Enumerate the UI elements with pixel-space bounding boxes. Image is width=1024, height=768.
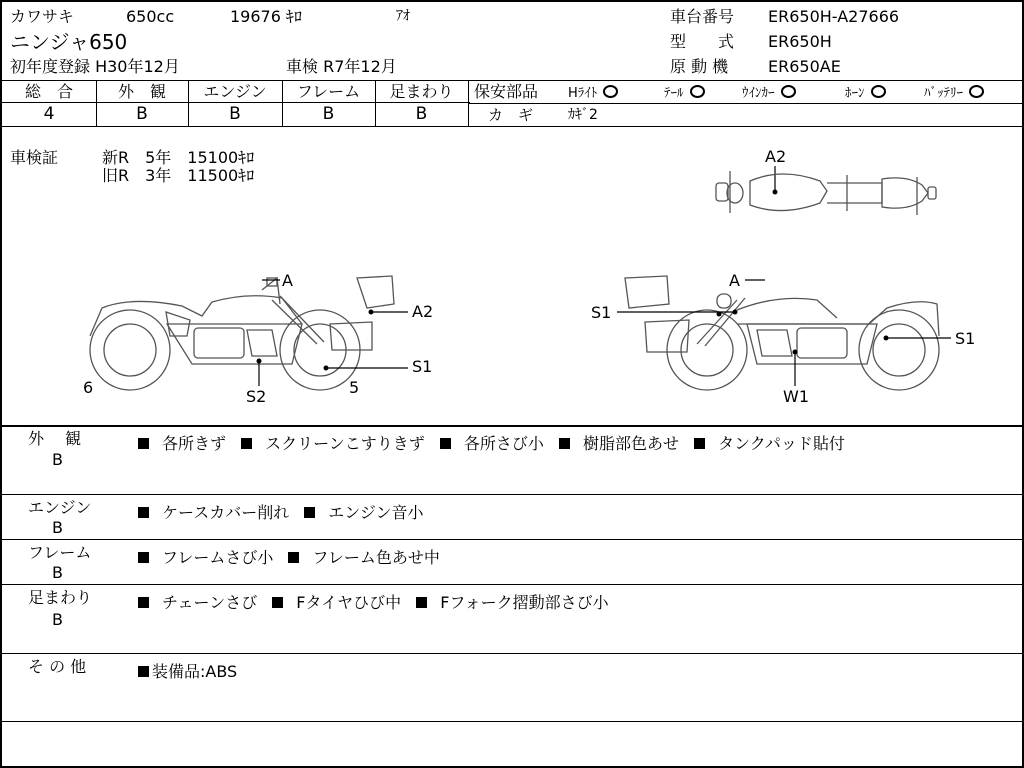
model-code-value: ER650H bbox=[768, 32, 832, 51]
remark-items-suspension: チェーンさび Fタイヤひび中 Fフォーク摺動部さび小 bbox=[138, 590, 619, 613]
remark-label-other: そ の 他 bbox=[28, 657, 87, 676]
remarks-divider-2 bbox=[2, 539, 1024, 540]
first-registration-text: 初年度登録 H30年12月 bbox=[10, 57, 180, 76]
motorcycle-right-view bbox=[587, 264, 987, 409]
shaken-label: 車検証 bbox=[10, 148, 59, 167]
remark-label-frame: フレーム bbox=[28, 543, 92, 562]
bullet-square-icon bbox=[288, 552, 299, 563]
bullet-square-icon bbox=[138, 597, 149, 608]
remark-items-engine: ケースカバー削れ エンジン音小 bbox=[138, 500, 434, 523]
frame-no-value: ER650H-A27666 bbox=[768, 7, 900, 26]
remark-grade-engine: B bbox=[52, 518, 63, 537]
mark-right-w1: W1 bbox=[783, 387, 809, 406]
shaken-new: 新R 5年 15100ｷﾛ bbox=[102, 148, 255, 167]
remark-items-other: 装備品:ABS bbox=[138, 659, 247, 682]
engine-code-value: ER650AE bbox=[768, 57, 841, 76]
motorcycle-top-view bbox=[702, 147, 947, 222]
inspection-expiry-text: 車検 R7年12月 bbox=[286, 57, 397, 76]
remark-items-exterior: 各所きず スクリーンこすりきず 各所さび小 樹脂部色あせ タンクパッド貼付 bbox=[138, 431, 855, 454]
mark-right-s1-rear: S1 bbox=[955, 329, 976, 348]
bullet-square-icon bbox=[272, 597, 283, 608]
model-name: ニンジャ650 bbox=[10, 30, 128, 54]
grade-value-frame: B bbox=[322, 104, 335, 124]
grade-value-suspension: B bbox=[415, 104, 428, 124]
bullet-square-icon bbox=[138, 666, 149, 677]
grade-value-exterior: B bbox=[136, 104, 148, 124]
mark-right-a: A bbox=[729, 271, 740, 290]
frame-no-label: 車台番号 bbox=[670, 7, 735, 26]
safety-item-headlight: Hﾗｲﾄ bbox=[568, 85, 618, 100]
grade-divider-5 bbox=[468, 80, 469, 126]
color-text: ｱｵ bbox=[396, 8, 410, 24]
mark-left-5: 5 bbox=[349, 378, 360, 397]
safety-item-tail: ﾃｰﾙ bbox=[664, 85, 705, 100]
grade-table-top bbox=[2, 80, 1024, 81]
grade-label-frame: フレーム bbox=[296, 82, 361, 101]
bullet-square-icon bbox=[440, 438, 451, 449]
grade-label-engine: エンジン bbox=[203, 82, 267, 101]
motorcycle-left-view bbox=[72, 264, 452, 409]
key-value: ｶｷﾞ2 bbox=[568, 107, 598, 123]
remarks-divider-3 bbox=[2, 584, 1024, 585]
bullet-square-icon bbox=[416, 597, 427, 608]
remark-label-engine: エンジン bbox=[28, 498, 92, 517]
mileage-text: 19676 ｷﾛ bbox=[230, 7, 302, 26]
safety-item-horn: ﾎｰﾝ bbox=[845, 85, 886, 100]
remark-label-exterior: 外 観 bbox=[28, 429, 82, 448]
displacement-text: 650cc bbox=[126, 7, 175, 26]
grade-table-mid bbox=[2, 102, 470, 103]
ok-circle-icon bbox=[969, 85, 984, 98]
mark-left-a: A bbox=[282, 271, 293, 290]
remark-items-frame: フレームさび小 フレーム色あせ中 bbox=[138, 545, 450, 568]
safety-item-battery: ﾊﾞｯﾃﾘｰ bbox=[924, 85, 984, 100]
safety-table-mid bbox=[468, 103, 1024, 104]
grade-value-engine: B bbox=[229, 104, 241, 124]
ok-circle-icon bbox=[690, 85, 705, 98]
remark-grade-exterior: B bbox=[52, 450, 63, 469]
grade-label-exterior: 外 観 bbox=[117, 82, 166, 101]
remark-grade-frame: B bbox=[52, 563, 63, 582]
bullet-square-icon bbox=[138, 507, 149, 518]
mark-left-6: 6 bbox=[83, 378, 94, 397]
remark-grade-suspension: B bbox=[52, 610, 63, 629]
remarks-divider-1 bbox=[2, 494, 1024, 495]
remarks-bottom-line bbox=[2, 721, 1024, 722]
bullet-square-icon bbox=[304, 507, 315, 518]
mark-top-a2: A2 bbox=[765, 147, 787, 166]
bullet-square-icon bbox=[559, 438, 570, 449]
grade-label-overall: 総 合 bbox=[24, 82, 73, 101]
grade-label-suspension: 足まわり bbox=[389, 82, 454, 101]
grade-table-bottom bbox=[2, 126, 1024, 127]
mark-left-s2: S2 bbox=[246, 387, 267, 406]
model-code-label: 型 式 bbox=[670, 32, 735, 51]
bullet-square-icon bbox=[241, 438, 252, 449]
mark-left-s1: S1 bbox=[412, 357, 433, 376]
key-label: カ ギ bbox=[488, 106, 534, 124]
maker-text: カワサキ bbox=[10, 7, 75, 26]
shaken-old: 旧R 3年 11500ｷﾛ bbox=[102, 166, 255, 185]
grade-value-overall: 4 bbox=[43, 104, 55, 124]
ok-circle-icon bbox=[603, 85, 618, 98]
bullet-square-icon bbox=[138, 552, 149, 563]
remarks-divider-4 bbox=[2, 653, 1024, 654]
mark-left-a2: A2 bbox=[412, 302, 434, 321]
safety-label: 保安部品 bbox=[474, 82, 539, 101]
bullet-square-icon bbox=[138, 438, 149, 449]
remark-label-suspension: 足まわり bbox=[28, 588, 93, 607]
bullet-square-icon bbox=[694, 438, 705, 449]
remarks-top-border bbox=[2, 425, 1024, 427]
mark-right-s1-front: S1 bbox=[591, 303, 612, 322]
ok-circle-icon bbox=[871, 85, 886, 98]
engine-label: 原 動 機 bbox=[670, 57, 729, 76]
safety-item-winker: ｳｲﾝｶｰ bbox=[742, 85, 796, 100]
ok-circle-icon bbox=[781, 85, 796, 98]
